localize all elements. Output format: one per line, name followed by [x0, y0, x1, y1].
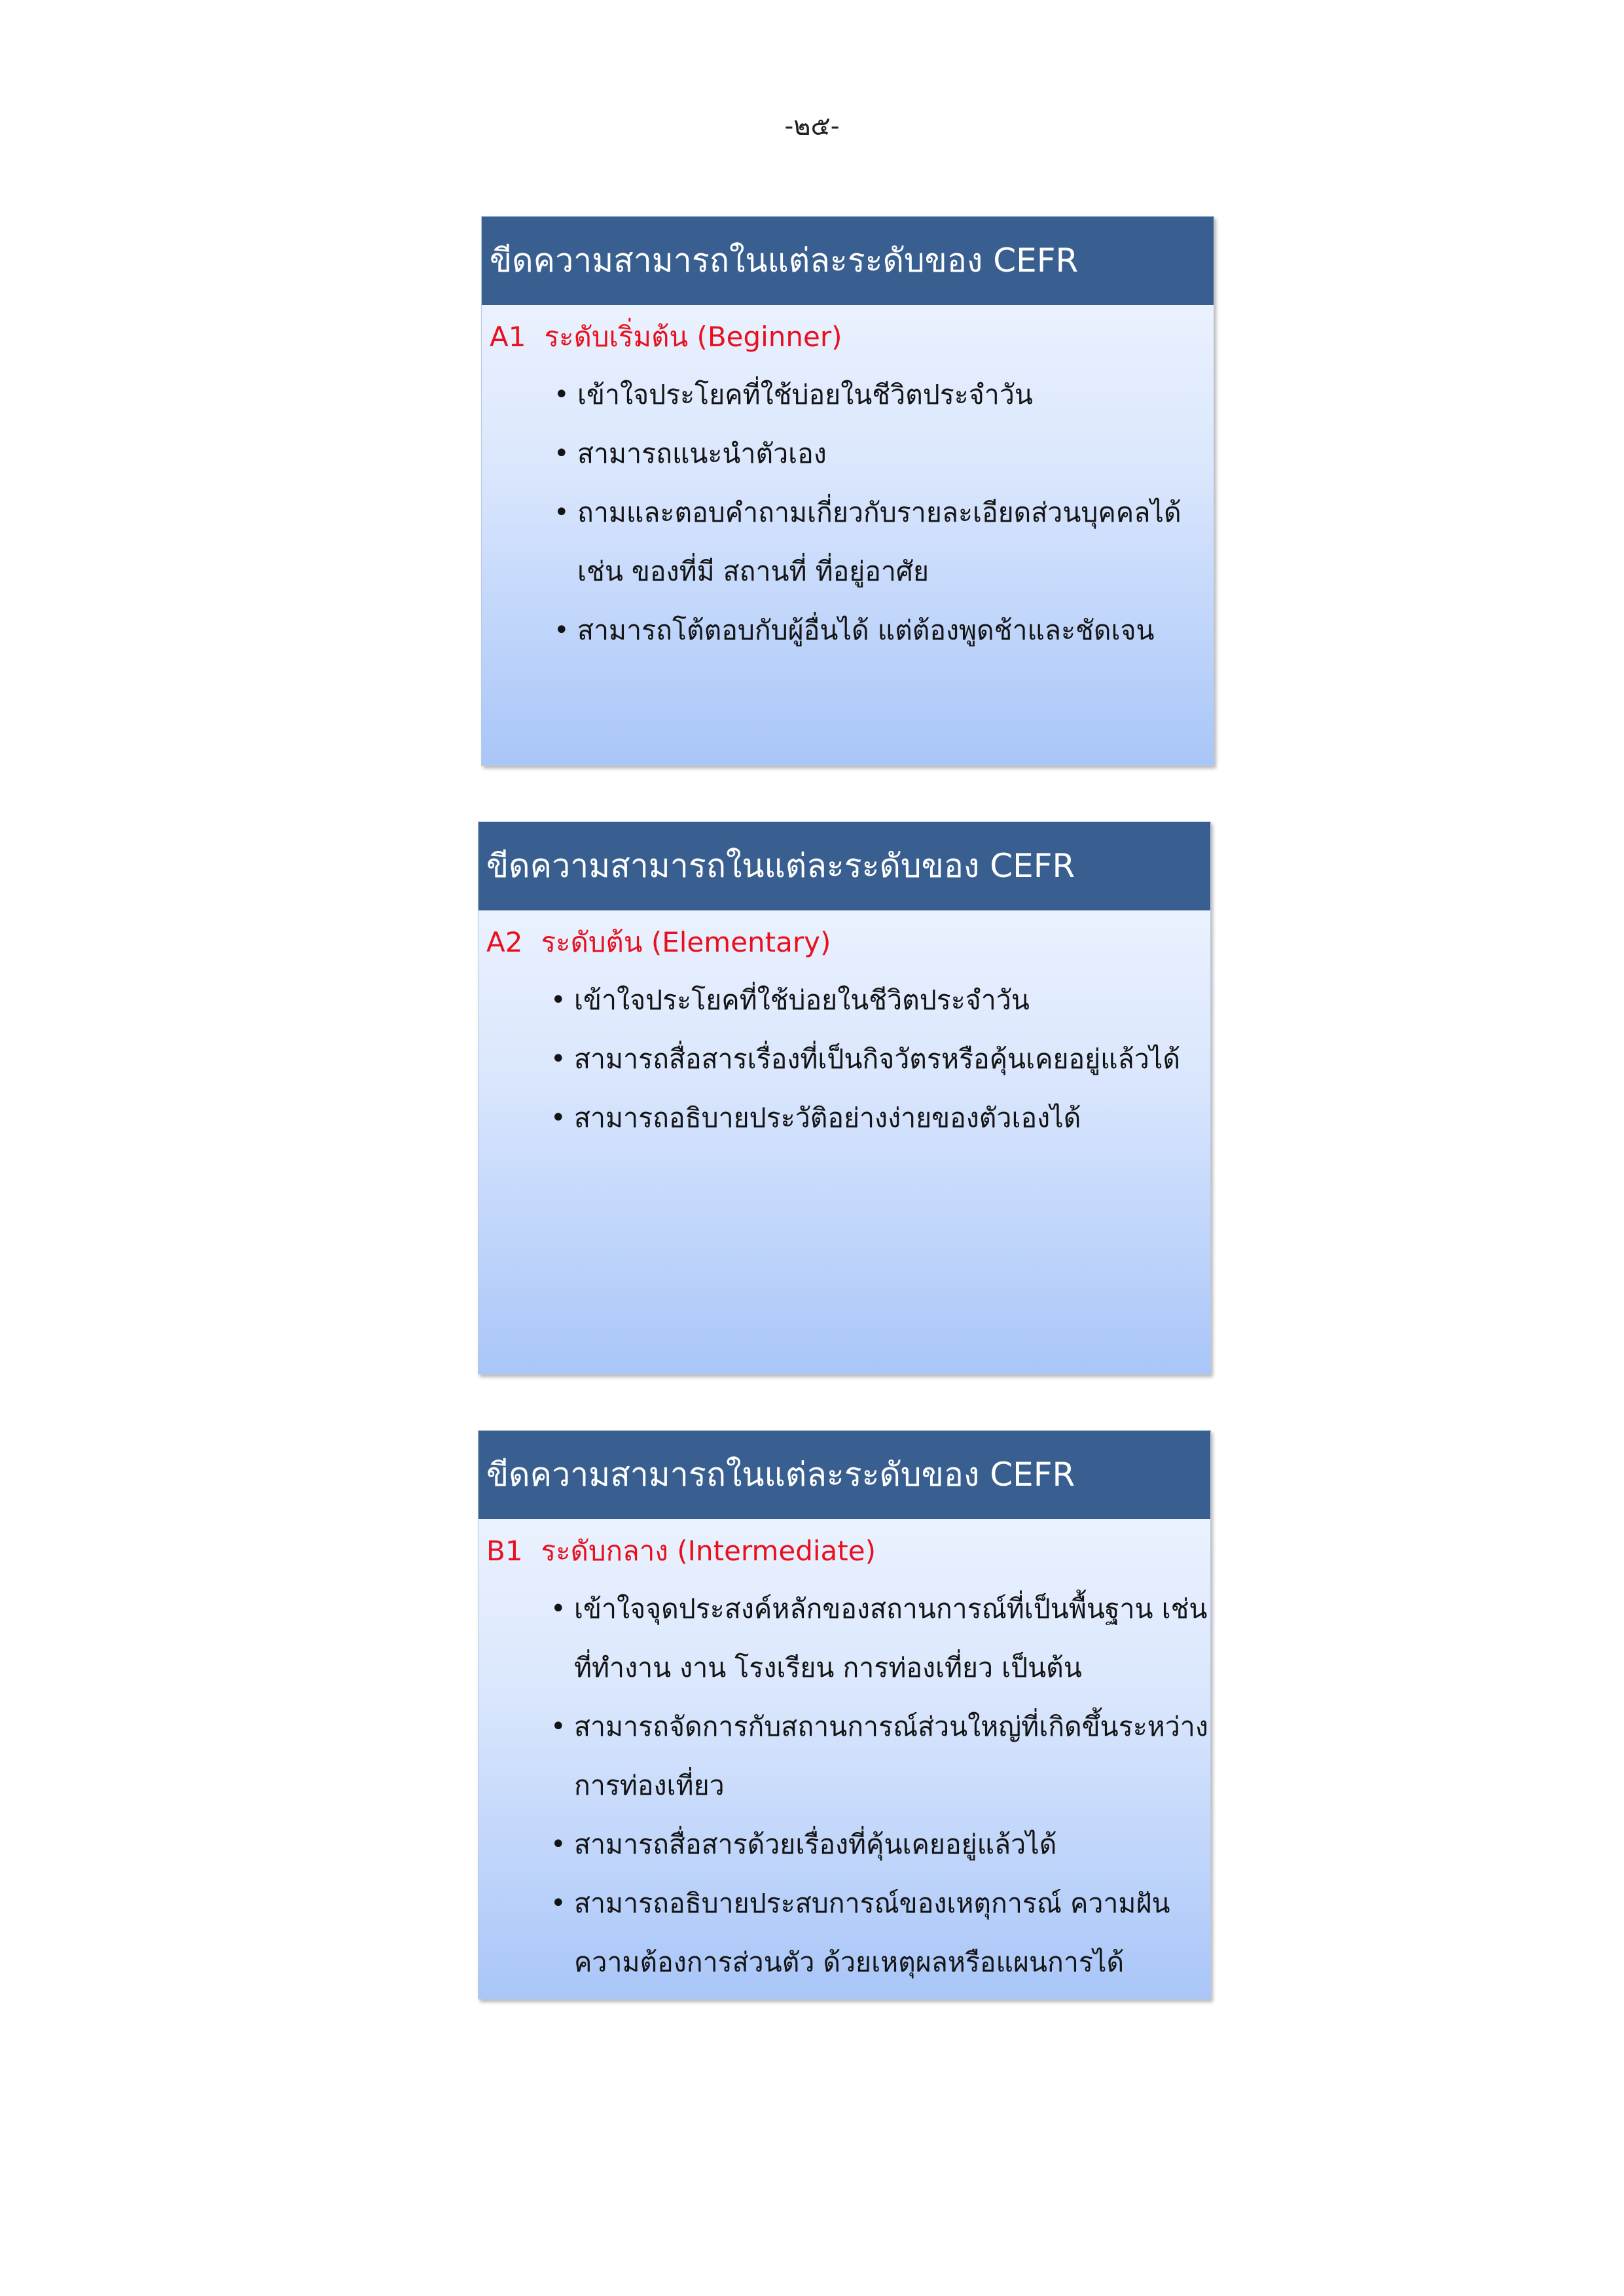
slide-title: ขีดความสามารถในแต่ละระดับของ CEFR: [482, 217, 1214, 305]
level-name: ระดับต้น (Elementary): [541, 926, 831, 958]
item-text: สามารถสื่อสารด้วยเรื่องที่คุ้นเคยอยู่แล้วได้: [574, 1829, 1057, 1860]
item-text-continued: การท่องเที่ยว: [574, 1770, 725, 1801]
list-item: [554, 601, 1214, 660]
bullet-icon: •: [554, 615, 569, 645]
list-item: [550, 1030, 1210, 1088]
level-code: B1: [486, 1535, 523, 1567]
item-text: ถามและตอบคำถามเกี่ยวกับรายละเอียดส่วนบุคคลได้: [577, 497, 1182, 528]
bullet-icon: •: [550, 1829, 566, 1859]
level-name: ระดับเริ่มต้น (Beginner): [544, 321, 842, 353]
bullet-icon: •: [554, 439, 569, 469]
list-item: [550, 1815, 1210, 1874]
item-text: เข้าใจจุดประสงค์หลักของสถานการณ์ที่เป็นพื้นฐาน เช่น: [574, 1593, 1208, 1624]
list-item: [554, 365, 1214, 424]
item-text: สามารถจัดการกับสถานการณ์ส่วนใหญ่ที่เกิดขึ้นระหว่าง: [574, 1711, 1208, 1742]
level-heading: [490, 315, 1214, 359]
list-item: [550, 971, 1210, 1030]
item-text-continued: เช่น ของที่มี สถานที่ ที่อยู่อาศัย: [577, 556, 929, 587]
slide-a2-elementary: [478, 821, 1211, 1374]
ability-list: [478, 1579, 1210, 1992]
level-heading: [486, 1530, 1210, 1573]
list-item: [550, 1874, 1210, 1992]
bullet-icon: •: [550, 1594, 566, 1624]
item-text: สามารถสื่อสารเรื่องที่เป็นกิจวัตรหรือคุ้นเคยอยู่แล้วได้: [574, 1043, 1181, 1075]
item-text: สามารถอธิบายประวัติอย่างง่ายของตัวเองได้: [574, 1102, 1081, 1134]
bullet-icon: •: [554, 380, 569, 410]
slide-title: ขีดความสามารถในแต่ละระดับของ CEFR: [478, 1431, 1210, 1519]
level-code: A2: [486, 926, 523, 958]
item-text: เข้าใจประโยคที่ใช้บ่อยในชีวิตประจำวัน: [574, 984, 1030, 1016]
item-text: สามารถโต้ตอบกับผู้อื่นได้ แต่ต้องพูดช้าและชัดเจน: [577, 615, 1155, 646]
item-text-continued: ที่ทำงาน งาน โรงเรียน การท่องเที่ยว เป็นต้น: [574, 1652, 1082, 1683]
level-code: A1: [490, 321, 526, 353]
slide-a1-beginner: [481, 216, 1214, 766]
level-name: ระดับกลาง (Intermediate): [541, 1535, 876, 1567]
item-text-continued: ความต้องการส่วนตัว ด้วยเหตุผลหรือแผนการได้: [574, 1946, 1125, 1978]
slide-b1-intermediate: [478, 1430, 1211, 2000]
list-item: [550, 1088, 1210, 1147]
bullet-icon: •: [550, 1712, 566, 1742]
ability-list: [478, 971, 1210, 1147]
list-item: [554, 424, 1214, 483]
ability-list: [482, 365, 1214, 660]
item-text: สามารถอธิบายประสบการณ์ของเหตุการณ์ ความฝัน: [574, 1888, 1170, 1919]
list-item: [550, 1579, 1210, 1697]
bullet-icon: •: [550, 1888, 566, 1918]
bullet-icon: •: [550, 1103, 566, 1133]
list-item: [550, 1697, 1210, 1815]
bullet-icon: •: [550, 985, 566, 1015]
bullet-icon: •: [554, 497, 569, 528]
slide-title: ขีดความสามารถในแต่ละระดับของ CEFR: [478, 822, 1210, 910]
bullet-icon: •: [550, 1044, 566, 1074]
item-text: สามารถแนะนำตัวเอง: [577, 438, 827, 469]
page-number: -๒๕-: [784, 111, 840, 141]
level-heading: [486, 921, 1210, 964]
item-text: เข้าใจประโยคที่ใช้บ่อยในชีวิตประจำวัน: [577, 379, 1033, 410]
list-item: [554, 483, 1214, 601]
